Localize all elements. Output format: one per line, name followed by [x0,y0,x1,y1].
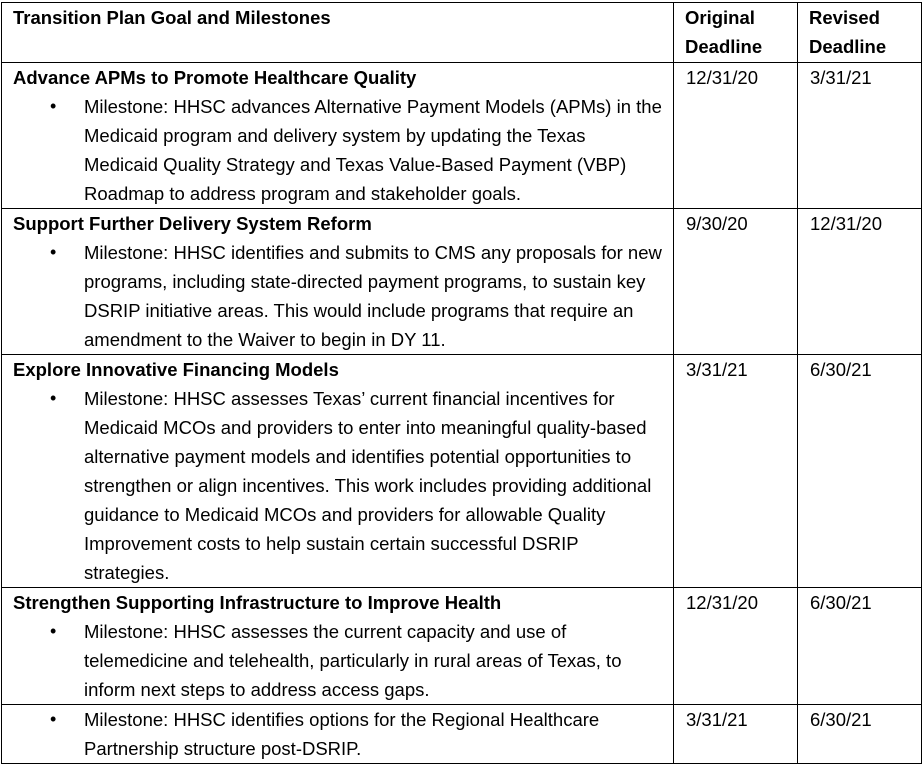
bullet-icon: • [50,242,57,262]
milestone-text: Milestone: HHSC assesses Texas’ current financial incentives for Medicaid MCOs and providers to enter into meaningful quality-based alternative payment models and identifies potential opportunities to strengthen or align incentives. This work includes providing additional guidance to Medicaid MCOs and providers for allowable Quality Improvement costs to help sustain certain successful DSRIP strategies. [84,388,652,583]
revised-deadline: 6/30/21 [798,588,922,705]
header-goal: Transition Plan Goal and Milestones [2,3,674,63]
revised-deadline: 6/30/21 [798,355,922,588]
original-deadline: 3/31/21 [674,355,798,588]
bullet-icon: • [50,709,57,729]
goal-cell [2,355,674,588]
goal-cell [2,705,674,764]
goal-cell [2,209,674,355]
revised-deadline: 3/31/21 [798,63,922,209]
bullet-icon: • [50,621,57,641]
goal-title: Explore Innovative Financing Models [13,359,339,380]
milestone-text: Milestone: HHSC identifies options for the Regional Healthcare Partnership structure post-DSRIP. [84,709,600,759]
transition-plan-table [1,2,922,764]
goal-title: Strengthen Supporting Infrastructure to Improve Health [13,592,502,613]
original-deadline: 12/31/20 [674,588,798,705]
goal-title: Advance APMs to Promote Healthcare Quality [13,67,417,88]
bullet-icon: • [50,96,57,116]
table-row [2,588,922,705]
table-row [2,209,922,355]
milestone-text: Milestone: HHSC identifies and submits to CMS any proposals for new programs, including state-directed payment programs, to sustain key DSRIP initiative areas. This would include programs that require an amendment to the Waiver to begin in DY 11. [84,242,662,350]
milestone-item [13,92,663,208]
original-deadline: 12/31/20 [674,63,798,209]
revised-deadline: 6/30/21 [798,705,922,764]
milestone-text: Milestone: HHSC assesses the current capacity and use of telemedicine and telehealth, particularly in rural areas of Texas, to inform next steps to address access gaps. [84,621,622,700]
milestone-item [13,238,663,354]
table-row [2,705,922,764]
table-row [2,355,922,588]
original-deadline: 3/31/21 [674,705,798,764]
milestone-text: Milestone: HHSC advances Alternative Payment Models (APMs) in the Medicaid program and delivery system by updating the Texas Medicaid Quality Strategy and Texas Value-Based Payment (VBP) Roadmap to address program and stakeholder goals. [84,96,662,204]
goal-cell [2,588,674,705]
table-row [2,63,922,209]
table-header-row [2,3,922,63]
milestone-item [13,384,663,587]
header-revised-deadline: Revised Deadline [798,3,922,63]
revised-deadline: 12/31/20 [798,209,922,355]
header-original-deadline: Original Deadline [674,3,798,63]
milestone-item [13,617,663,704]
goal-cell [2,63,674,209]
goal-title: Support Further Delivery System Reform [13,213,372,234]
bullet-icon: • [50,388,57,408]
original-deadline: 9/30/20 [674,209,798,355]
milestone-item [13,705,663,763]
